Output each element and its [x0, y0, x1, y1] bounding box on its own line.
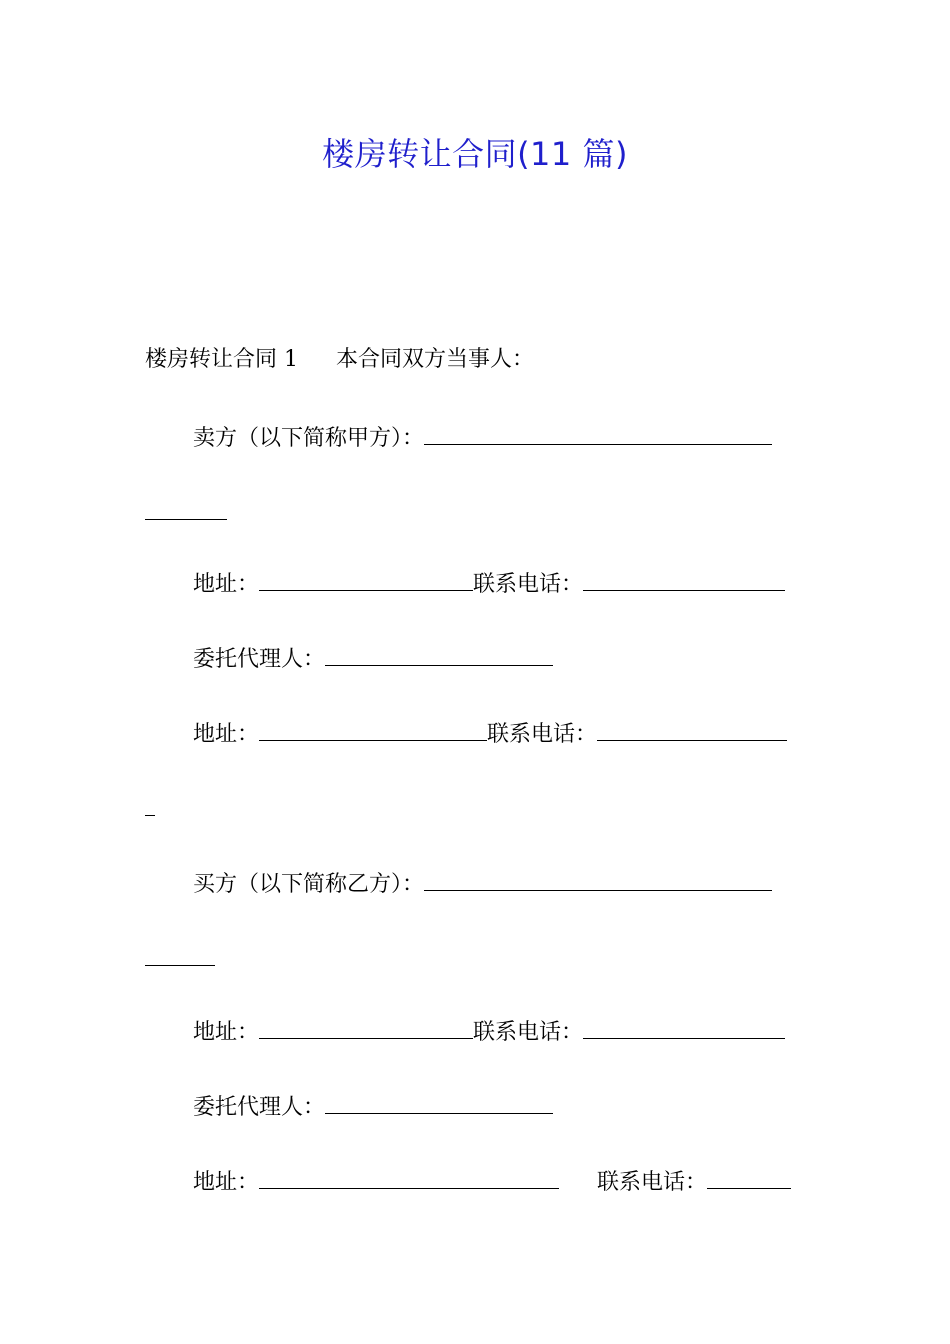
seller-agent-phone-label: 联系电话：: [487, 722, 598, 747]
document-title: 楼房转让合同(11 篇): [322, 135, 628, 173]
buyer-agent-line: [193, 1091, 553, 1123]
seller-contact-line: [193, 568, 785, 600]
seller-agent-field[interactable]: [325, 643, 553, 666]
buyer-name-field-continued[interactable]: [145, 943, 215, 966]
seller-phone-label: 联系电话：: [473, 572, 584, 597]
seller-agent-phone-field-continued[interactable]: [145, 793, 155, 816]
seller-agent-phone-field[interactable]: [597, 718, 787, 741]
buyer-name-field[interactable]: [424, 868, 772, 891]
seller-line: [193, 422, 772, 454]
seller-label: 卖方（以下简称甲方）：: [193, 426, 425, 451]
buyer-contact-line: [193, 1016, 785, 1048]
buyer-line: [193, 868, 772, 900]
buyer-label: 买方（以下简称乙方）：: [193, 872, 425, 897]
seller-name-field[interactable]: [424, 422, 772, 445]
seller-agent-address-field[interactable]: [259, 718, 487, 741]
seller-phone-field[interactable]: [583, 568, 785, 591]
buyer-agent-phone-label: 联系电话：: [597, 1170, 708, 1195]
buyer-agent-contact-line: [193, 1166, 791, 1198]
buyer-phone-label: 联系电话：: [473, 1020, 584, 1045]
seller-address-field[interactable]: [259, 568, 473, 591]
seller-line-continuation: [145, 497, 227, 529]
parties-intro: 本合同双方当事人：: [336, 347, 535, 372]
buyer-agent-field[interactable]: [325, 1091, 553, 1114]
seller-agent-address-label: 地址：: [193, 722, 260, 747]
buyer-agent-address-field[interactable]: [259, 1166, 559, 1189]
buyer-agent-phone-field[interactable]: [707, 1166, 791, 1189]
seller-agent-line: [193, 643, 553, 675]
buyer-line-continuation: [145, 943, 215, 975]
buyer-phone-field[interactable]: [583, 1016, 785, 1039]
seller-agent-contact-continuation: [145, 793, 155, 825]
intro-line: [145, 345, 534, 375]
seller-agent-contact-line: [193, 718, 787, 750]
seller-name-field-continued[interactable]: [145, 497, 227, 520]
seller-address-label: 地址：: [193, 572, 260, 597]
buyer-address-field[interactable]: [259, 1016, 473, 1039]
buyer-agent-label: 委托代理人：: [193, 1095, 326, 1120]
contract-heading: 楼房转让合同 1: [145, 347, 298, 372]
buyer-address-label: 地址：: [193, 1020, 260, 1045]
buyer-agent-address-label: 地址：: [193, 1170, 260, 1195]
seller-agent-label: 委托代理人：: [193, 647, 326, 672]
